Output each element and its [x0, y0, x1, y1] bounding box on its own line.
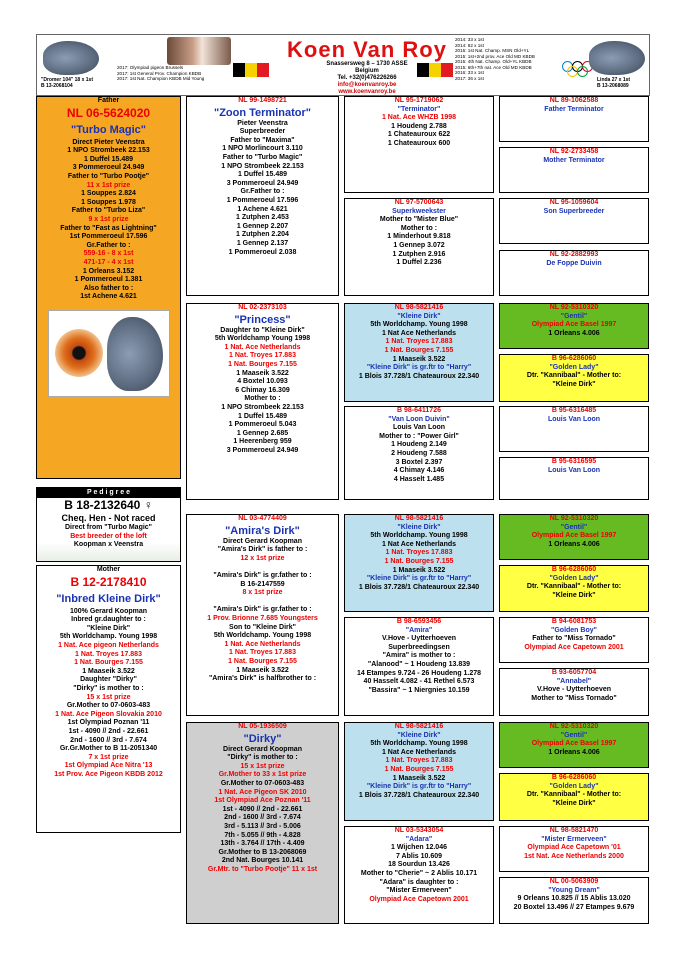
detail-line: "Dirky" is mother to : [227, 754, 298, 762]
detail-line: 1 Gennep 2.137 [236, 239, 289, 247]
great-grandparent-card [344, 617, 494, 716]
detail-line: Also father to : [83, 284, 134, 292]
detail-line: 5th Worldchamp. Young 1998 [213, 632, 312, 640]
detail-line: V.Hove - Uytterhoeven [536, 686, 612, 694]
detail-line: 1 Houdeng 2.149 [391, 441, 447, 449]
achievements-left: 2017: Olympiad pigeon Brussels 2017: 1st General Prov. Champion KBDB 2017: 1st Nat. Champion KBDB Mid Young [117, 65, 205, 81]
detail-line: 20 Boxtel 13.496 // 27 Etampes 9.679 [513, 903, 635, 911]
detail-line: Olympiad Ace Capetown 2001 [369, 895, 469, 903]
detail-line: Olympiad Ace Capetown 2001 [524, 643, 624, 651]
detail-line: 1 Chateauroux 622 [387, 131, 451, 139]
detail-line: 1 NPO Morlincourt 3.110 [222, 145, 303, 153]
detail-line: 1 Nat. Ace Netherlands [224, 640, 301, 648]
ring-number: NL 03-4774409 [238, 515, 287, 522]
great-grandparent-card [344, 514, 494, 612]
achievements-right: 2014: 33 x 1st 2014: 82 x 1st 2015: 1st Nat. Champ. MSN Old+YL 2015: 1st+2nd prov. Ace Old MD KBDB 2015: 4th Nat. Champ. Old+YL KBDB 2015: 6th+7th nat. Ace Old MD KBDB 2016: 33 x 1st 2017: 36 x 1st [455, 37, 535, 81]
detail-line: 5th Worldchamp. Young 1998 [370, 321, 468, 329]
pigeon-name: "Princess" [234, 313, 291, 326]
pigeon-name: Father Terminator [544, 105, 604, 113]
detail-line: 8 x 1st prize [242, 589, 283, 597]
detail-line: 1 Orleans 4.006 [548, 748, 600, 756]
gg-grandparent-card [499, 303, 649, 349]
great-grandparent-card [344, 826, 494, 924]
detail-line: 1 Maaseik 3.522 [82, 667, 135, 675]
detail-line: 1 Duffel 15.489 [237, 171, 288, 179]
detail-line: 1 Duffel 15.489 [83, 155, 134, 163]
detail-line: "Kleine Dirk" [552, 591, 596, 599]
pigeon-name: De Foppe Duivin [546, 259, 602, 267]
detail-line: Olympiad Ace Basel 1997 [531, 321, 617, 329]
detail-line: Olympiad Ace Basel 1997 [531, 740, 617, 748]
detail-line: "Amira's Dirk" is gr.father to : [213, 571, 312, 579]
detail-line: 1 Nat. Troyes 17.883 [229, 649, 296, 657]
detail-line: 1 Houdeng 2.788 [391, 122, 447, 130]
ring-number: NL 00-5063909 [549, 878, 599, 885]
detail-line: "Kleine Dirk" [552, 799, 596, 807]
detail-line: 1 Maaseik 3.522 [236, 369, 289, 377]
detail-line: 5th Worldchamp. Young 1998 [370, 532, 468, 540]
grandparent-card [186, 722, 339, 924]
pigeon-name: "Kleine Dirk" [397, 523, 441, 531]
detail-line: "Amira's Dirk" is father to : [217, 546, 308, 554]
gg-grandparent-card [499, 722, 649, 768]
detail-line: Pieter Veenstra [237, 119, 288, 127]
pigeon-name: Superkweekster [392, 207, 446, 215]
detail-line: 2 Houdeng 7.588 [391, 449, 447, 457]
detail-line: 1 Souppes 2.824 [81, 190, 136, 198]
great-grandparent-card [344, 96, 494, 193]
ring-number: B 95-6316485 [551, 407, 597, 414]
ring-number: NL 89-1062588 [549, 97, 599, 104]
detail-line: 3rd - 5.113 // 3rd - 5.006 [224, 822, 301, 830]
detail-line: 1 NPO Strombeek 22.153 [67, 147, 150, 155]
detail-line: 1 Wijchen 12.046 [391, 844, 447, 852]
detail-line: 1st - 4090 // 2nd - 22.661 [68, 727, 149, 735]
detail-line: "Kleine Dirk" is gr.ftr to "Harry" [366, 575, 472, 583]
detail-line: 1 Nat Ace Netherlands [381, 748, 457, 756]
pigeon-name: "Kleine Dirk" [397, 312, 441, 320]
detail-line: Gr.Mother to 07-0603-483 [66, 702, 151, 710]
detail-line: 1 Orleans 4.006 [548, 540, 600, 548]
left-pigeon-image [43, 41, 99, 75]
gg-grandparent-card [499, 250, 649, 296]
detail-line: "Kleine Dirk" [552, 380, 596, 388]
detail-line: 1 Pommeroeul 2.038 [228, 248, 297, 256]
mother-details [37, 608, 180, 780]
detail-line: V.Hove - Uytterhoeven [381, 635, 457, 643]
great-grandparent-card [344, 198, 494, 296]
detail-line: 1 Zutphen 2.453 [236, 214, 289, 222]
ring-number: B 95-6316595 [551, 458, 597, 465]
detail-line: 1 Pommeroeul 1.381 [74, 276, 143, 284]
subject-desc: Cheq. Hen - Not raced [61, 513, 156, 523]
ring-number: B 98-6593456 [396, 618, 442, 625]
detail-line: 1 Nat. Bourges 7.155 [384, 346, 454, 354]
gg-grandparent-card [499, 668, 649, 716]
detail-line: 3 Boxtel 2.397 [395, 458, 443, 466]
detail-line: 14 Etampes 9.724 - 26 Houdeng 1.278 [356, 669, 482, 677]
detail-line: "Amira" is mother to : [382, 652, 456, 660]
detail-line: 471-17 - 4 x 1st [83, 258, 134, 266]
detail-line: 1st - 4090 // 2nd - 22.661 [222, 805, 303, 813]
detail-line: Father to "Fast as Lightning" [60, 224, 157, 232]
gg-grandparent-card [499, 198, 649, 244]
detail-line: 1 Nat. Bourges 7.155 [228, 657, 297, 665]
detail-line: 2nd Nat. Bourges 10.141 [221, 857, 304, 865]
pigeon-name: Son Superbreeder [543, 207, 605, 215]
breeder-name: Koen Van Roy [287, 37, 447, 62]
gg-grandparent-card [499, 96, 649, 142]
detail-line: 11 x 1st prize [86, 181, 131, 189]
detail-line: Direct Gerard Koopman [223, 745, 302, 753]
detail-line: 4 Boxtel 10.093 [237, 378, 288, 386]
pigeon-name: "Golden Lady" [549, 574, 599, 582]
detail-line: 1 Gennep 3.072 [393, 241, 445, 249]
pigeon-name: "Amira" [405, 626, 433, 634]
detail-line: 1st Nat. Ace Netherlands 2000 [524, 852, 624, 860]
detail-line: 1 Nat. Bourges 7.155 [384, 765, 454, 773]
detail-line: 100% Gerard Koopman [69, 607, 148, 615]
belgian-flag-left [233, 63, 269, 77]
detail-line: 1 Nat. Ace Netherlands [224, 343, 301, 351]
detail-line: 1 Nat. Ace WHZB 1998 [381, 114, 457, 122]
detail-line: "Alanood" ~ 1 Houdeng 13.839 [367, 660, 471, 668]
detail-line: 1st Achene 4.621 [80, 293, 137, 301]
detail-line: Gr.Gr.Mother to B 11-2051340 [59, 745, 158, 753]
detail-line: 1 Nat. Ace Pigeon SK 2010 [218, 788, 307, 796]
ring-number: B 94-6081753 [551, 618, 597, 625]
ring-number: B 96-6286060 [551, 566, 597, 573]
detail-line: 1 Nat Ace Netherlands [381, 540, 457, 548]
detail-line: 7 Ablis 10.609 [395, 852, 443, 860]
ring-number: NL 03-5343054 [394, 827, 444, 834]
gg-grandparent-card [499, 406, 649, 452]
ring-number: NL 98-5821416 [394, 304, 444, 311]
pigeon-name: "Golden Lady" [549, 363, 599, 371]
pigeon-name: "Terminator" [397, 105, 441, 113]
pigeon-name: "Zoon Terminator" [213, 106, 311, 119]
detail-line: Father to "Turbo Liza" [71, 207, 146, 215]
contact-address: Snassersweg 8 – 1730 ASSE Belgium Tel. +32(0)476226266 info@koenvanroy.be www.koenvanroy.be [326, 61, 408, 95]
great-grandparent-card [344, 406, 494, 500]
detail-line: 13th - 3.764 // 17th - 4.409 [220, 840, 305, 848]
detail-line: 1 Nat Ace Netherlands [381, 329, 457, 337]
great-grandparent-card [344, 722, 494, 821]
mother-card: Mother B 12-2178410 "Inbred Kleine Dirk" 100% Gerard Koopman Inbred gr.daughter to : "Kleine Dirk" 5th Worldchamp. Young 1998 1 Nat. Ace pigeon Netherlands 1 Nat. Troyes 17.883 1 Nat. Bourges 7.155 1 Maaseik 3.522 Daughter "Dirky" "Dirky" is mother to : 15 x 1st prize Gr.Mother to 07-0603-483 1 Nat. Ace Pigeon Slovakia 2010 1st Olympiad Poznan '11 1st - 4090 // 2nd - 22.661 2nd - 1600 // 3rd - 7.674 Gr.Gr.Mother to B 11-2051340 7 x 1st prize 1st Olympiad Ace Nitra '13 1st Prov. Ace Pigeon KBDB 2012 [36, 565, 181, 833]
gg-grandparent-card [499, 617, 649, 663]
great-grandparent-card [344, 303, 494, 402]
ring-number: NL 92-5310320 [549, 515, 599, 522]
detail-line: Gr.Mother to B 13-2068069 [218, 848, 307, 856]
detail-line: 7 x 1st prize [88, 753, 129, 761]
detail-line: Olympiad Ace Capetown '01 [527, 844, 621, 852]
ring-number: NL 98-5821470 [549, 827, 599, 834]
detail-line: Dtr. "Kannibaal" - Mother to: [526, 583, 622, 591]
belgian-flag-right [417, 63, 453, 77]
ring-number: NL 92-5310320 [549, 304, 599, 311]
detail-line: 18 Sourdun 13.426 [388, 861, 450, 869]
detail-line: "Amira's Dirk" is halfbrother to : [208, 675, 317, 683]
detail-line: 1 NPO Strombeek 22.153 [221, 403, 304, 411]
pigeon-name: "Gentil" [560, 523, 588, 531]
pigeon-name: "Amira's Dirk" [225, 524, 300, 537]
detail-line: 1 Gennep 2.207 [236, 222, 289, 230]
detail-line: 9 Orleans 10.825 // 15 Ablis 13.020 [517, 895, 631, 903]
detail-line: "Dirky" is mother to : [73, 684, 144, 692]
gg-grandparent-card [499, 147, 649, 193]
detail-line: Louis Van Loon [392, 424, 446, 432]
detail-line: Father to "Turbo Pootje" [67, 172, 150, 180]
grandparent-card [186, 96, 339, 296]
detail-line: 1 Nat. Troyes 17.883 [385, 549, 453, 557]
header-banner [36, 34, 650, 96]
ring-number: NL 02-2373103 [238, 304, 287, 311]
detail-line: Father to "Miss Tornado" [532, 635, 616, 643]
detail-line: Father to "Maxima" [230, 136, 295, 144]
detail-line: 1st Olympiad Ace Nitra '13 [64, 762, 153, 770]
detail-line: "Bassira" ~ 1 Niergnies 10.159 [368, 686, 470, 694]
detail-line: Direct Gerard Koopman [223, 537, 302, 545]
pigeon-name: "Adara" [405, 835, 433, 843]
ring-number: NL 98-5821416 [394, 723, 444, 730]
detail-line: 1 Prov. Brionne 7.685 Youngsters [207, 614, 318, 622]
father-card: Father NL 06-5624020 "Turbo Magic" Direct Pieter Veenstra 1 NPO Strombeek 22.153 1 Duffel 15.489 3 Pommeroeul 24.949 Father to "Turbo Pootje" 11 x 1st prize 1 Souppes 2.824 1 Souppes 1.978 Father to "Turbo Liza" 9 x 1st prize Father to "Fast as Lightning" 1st Pommeroeul 17.596 Gr.Father to : 559-16 - 8 x 1st 471-17 - 4 x 1st 1 Orleans 3.152 1 Pommeroeul 1.381 Also father to : 1st Achene 4.621 [36, 96, 181, 479]
detail-line: 1 Pommeroeul 5.043 [228, 421, 297, 429]
detail-line: 1st Olympiad Ace Poznan '11 [214, 797, 311, 805]
detail-line: 1 Nat. Bourges 7.155 [228, 360, 297, 368]
pigeon-name: "Kleine Dirk" [397, 731, 441, 739]
detail-line: 1 Heerenberg 959 [233, 438, 292, 446]
father-ring: NL 06-5624020 [66, 105, 151, 120]
detail-line: 1 Pommeroeul 17.596 [226, 196, 299, 204]
detail-line: 559-16 - 8 x 1st [83, 250, 134, 258]
detail-line: 1 Gennep 2.685 [236, 429, 289, 437]
detail-line: 1 Souppes 1.978 [81, 198, 136, 206]
right-pigeon-image [589, 41, 645, 75]
detail-line: 40 Hasselt 4.082 - 41 Rethel 6.573 [363, 678, 475, 686]
detail-line: Mother to "Cherie" ~ 2 Ablis 10.171 [360, 869, 478, 877]
detail-line: 1 Nat. Ace pigeon Netherlands [58, 641, 159, 649]
detail-line: Olympiad Ace Basel 1997 [531, 532, 617, 540]
detail-line: 2nd - 1600 // 3rd - 7.674 [224, 814, 301, 822]
detail-line: Father to "Turbo Magic" [222, 153, 303, 161]
detail-line: Daughter "Dirky" [80, 676, 137, 684]
father-photo [48, 310, 170, 397]
detail-line: 4 Hasselt 1.485 [393, 475, 445, 483]
detail-line: Gr.Mother to 33 x 1st prize [218, 771, 307, 779]
detail-line: Direct Pieter Veenstra [72, 138, 145, 146]
ring-number: B 93-6057704 [551, 669, 597, 676]
detail-line: Mother to "Miss Tornado" [531, 694, 617, 702]
ring-number: B 96-6286060 [551, 355, 597, 362]
detail-line: "Amira's Dirk" is gr.father to : [213, 606, 312, 614]
gg-grandparent-card [499, 773, 649, 821]
detail-line: Dtr. "Kannibaal" - Mother to: [526, 372, 622, 380]
pigeon-name: "Gentil" [560, 731, 588, 739]
detail-line: 1 Zutphen 2.204 [236, 231, 289, 239]
ring-number: NL 92-2733458 [549, 148, 599, 155]
gg-grandparent-card [499, 457, 649, 500]
detail-line: 1 Minderhout 9.818 [387, 233, 451, 241]
detail-line: 4 Chimay 4.146 [393, 467, 445, 475]
detail-line: Mother to "Mister Blue" [379, 216, 459, 224]
gg-grandparent-card [499, 565, 649, 612]
detail-line: 5th Worldchamp. Young 1998 [59, 633, 158, 641]
detail-line: 1 Orleans 3.152 [82, 267, 135, 275]
detail-line: 1 Nat. Troyes 17.883 [229, 352, 296, 360]
detail-line: 1 Blois 37.728/1 Chateauroux 22.340 [358, 791, 480, 799]
pigeon-name: "Golden Boy" [551, 626, 597, 634]
ring-number: B 98-6411726 [397, 407, 441, 414]
detail-line: Inbred gr.daughter to : [71, 616, 146, 624]
detail-line: 1 Maaseik 3.522 [392, 355, 446, 363]
pigeon-name: "Golden Lady" [549, 782, 599, 790]
father-details [37, 139, 180, 302]
detail-line: Mother to : "Power Girl" [379, 432, 459, 440]
right-bird-caption: Linda 27 x 1st B 13-2068089 [597, 77, 631, 89]
detail-line: 1 NPO Strombeek 22.153 [221, 162, 304, 170]
detail-line: 1 Nat. Troyes 17.883 [385, 757, 453, 765]
detail-line: 7th - 5.055 // 9th - 4.828 [224, 831, 301, 839]
detail-line: 1 Nat. Troyes 17.883 [385, 338, 453, 346]
pigeon-name: "Mister Ermerveen" [541, 835, 607, 843]
detail-line: 1 Blois 37.728/1 Chateauroux 22.340 [358, 583, 480, 591]
ring-number: NL 99-1498721 [238, 97, 287, 104]
mother-name: "Inbred Kleine Dirk" [56, 592, 161, 605]
grandparent-card [186, 514, 339, 716]
detail-line: Gr.Mother to 07-0603-483 [220, 779, 305, 787]
pigeon-name: "Young Dream" [548, 886, 600, 894]
detail-line: B 16-2147559 [240, 580, 285, 588]
detail-line: 1 Zutphen 2.916 [392, 250, 446, 258]
detail-line: 1 Maaseik 3.522 [392, 566, 446, 574]
detail-line: 3 Pommeroeul 24.949 [226, 179, 299, 187]
subject-card: B 18-2132640 ♀ Cheq. Hen - Not raced Direct from "Turbo Magic" Best breeder of the loft Koopman x Veenstra [36, 498, 181, 562]
subject-ring: B 18-2132640 ♀ [64, 498, 153, 512]
pigeon-name: Louis Van Loon [547, 466, 601, 474]
detail-line: Gr.Mtr. to "Turbo Pootje" 11 x 1st [207, 865, 318, 873]
detail-line: Superbreedingsen [388, 643, 450, 651]
detail-line: 1 Maaseik 3.522 [236, 666, 289, 674]
detail-line: 1 Blois 37.728/1 Chateauroux 22.340 [358, 372, 480, 380]
ring-number: NL 95-1059604 [549, 199, 599, 206]
detail-line: 3 Pommeroeul 24.949 [72, 164, 145, 172]
gg-grandparent-card [499, 877, 649, 924]
ring-number: NL 95-1719062 [394, 97, 444, 104]
pigeon-name: Louis Van Loon [547, 415, 601, 423]
detail-line: Son to "Kleine Dirk" [229, 623, 296, 631]
detail-line: 15 x 1st prize [86, 693, 131, 701]
pedigree-label: P e d i g r e e [36, 487, 181, 498]
detail-line [187, 563, 338, 572]
pigeon-name: "Dirky" [243, 732, 282, 745]
mother-ring: B 12-2178410 [70, 574, 147, 589]
detail-line: 1 Chateauroux 600 [387, 139, 451, 147]
detail-line: 3 Pommeroeul 24.949 [226, 446, 299, 454]
pigeon-name: Mother Terminator [543, 156, 605, 164]
detail-line: 9 x 1st prize [88, 215, 129, 223]
detail-line: 1 Nat. Troyes 17.883 [75, 650, 142, 658]
detail-line: "Mister Ermerveen" [386, 887, 452, 895]
detail-line: "Kleine Dirk" is gr.ftr to "Harry" [366, 364, 472, 372]
detail-line: 1st Prov. Ace Pigeon KBDB 2012 [54, 770, 163, 778]
detail-line: 12 x 1st prize [240, 554, 285, 562]
detail-line: 1 Duffel 15.489 [237, 412, 288, 420]
detail-line: 1 Nat. Ace Pigeon Slovakia 2010 [55, 710, 162, 718]
detail-line: Gr.Father to : [86, 241, 131, 249]
detail-line: 6 Chimay 16.309 [235, 386, 290, 394]
detail-line: "Kleine Dirk" [86, 624, 131, 632]
owner-photo [167, 37, 231, 65]
detail-line: Daughter to "Kleine Dirk" [220, 326, 305, 334]
detail-line: 5th Worldchamp. Young 1998 [370, 740, 468, 748]
detail-line: 15 x 1st prize [240, 762, 285, 770]
gg-grandparent-card [499, 514, 649, 560]
detail-line: 1 Duffel 2.236 [396, 259, 442, 267]
ring-number: NL 92-2882993 [549, 251, 599, 258]
left-bird-caption: "Dromer 104" 18 x 1st B 13-2068104 [41, 77, 93, 89]
detail-line: 1 Nat. Bourges 7.155 [74, 659, 143, 667]
detail-line: "Kleine Dirk" is gr.ftr to "Harry" [366, 783, 472, 791]
detail-line: Mother to : [244, 395, 281, 403]
detail-line: Dtr. "Kannibaal" - Mother to: [526, 791, 622, 799]
ring-number: NL 92-5310320 [549, 723, 599, 730]
ring-number: NL 05-1936509 [238, 723, 287, 730]
father-name: "Turbo Magic" [70, 123, 146, 136]
ring-number: NL 98-5821416 [394, 515, 444, 522]
detail-line: 1 Nat. Bourges 7.155 [384, 557, 454, 565]
pigeon-name: "Annabel" [556, 677, 592, 685]
detail-line: "Adara" is daughter to : [379, 878, 459, 886]
ring-number: NL 97-5700643 [394, 199, 444, 206]
detail-line: 1 Maaseik 3.522 [392, 774, 446, 782]
detail-line: 1st Olympiad Poznan '11 [67, 719, 150, 727]
grandparent-card [186, 303, 339, 500]
gg-grandparent-card [499, 826, 649, 872]
detail-line: 1 Orleans 4.006 [548, 329, 600, 337]
ring-number: B 96-6286060 [551, 774, 597, 781]
pigeon-name: "Gentil" [560, 312, 588, 320]
pigeon-name: "Van Loon Duivin" [388, 415, 450, 423]
detail-line: Gr.Father to : [240, 188, 285, 196]
gg-grandparent-card [499, 354, 649, 402]
detail-line: Mother to : [400, 224, 438, 232]
detail-line: Superbreeder [239, 128, 286, 136]
detail-line: 1st Pommeroeul 17.596 [69, 233, 148, 241]
detail-line [187, 598, 338, 607]
detail-line: 1 Achene 4.621 [237, 205, 288, 213]
detail-line: 2nd - 1600 // 3rd - 7.674 [70, 736, 147, 744]
detail-line: 5th Worldchamp Young 1998 [214, 335, 311, 343]
